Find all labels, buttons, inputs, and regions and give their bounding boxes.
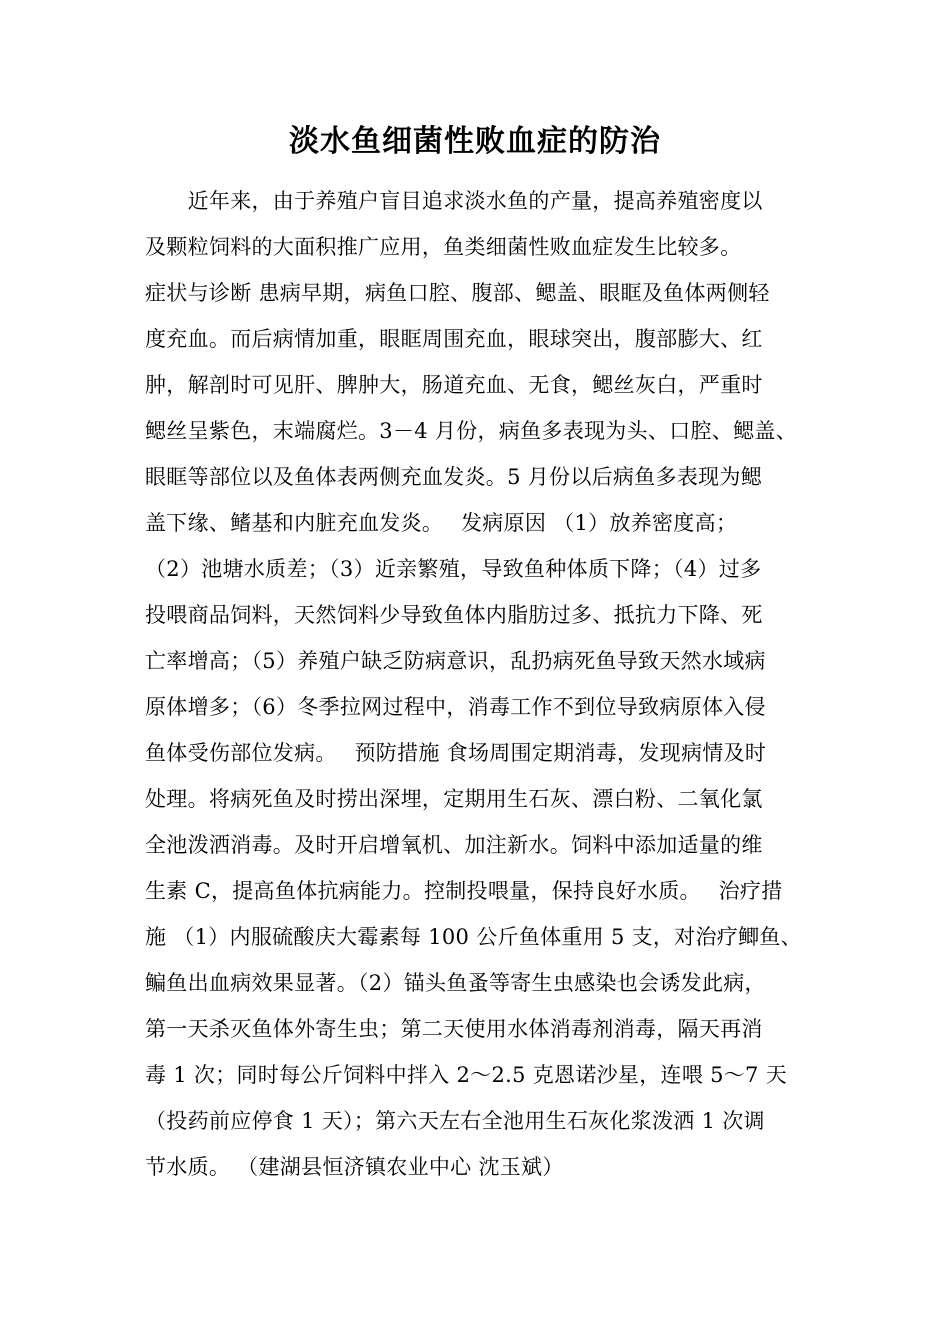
- text-line: 肿，解剖时可见肝、脾肿大，肠道充血、无食，鳃丝灰白，严重时: [145, 373, 763, 397]
- article-body: [145, 178, 810, 1190]
- text-line: 度充血。而后病情加重，眼眶周围充血，眼球突出，腹部膨大、红: [145, 327, 763, 351]
- text-line: 节水质。 （建湖县恒济镇农业中心 沈玉斌）: [145, 1155, 564, 1179]
- text-line: 鳃丝呈紫色，末端腐烂。3－4 月份，病鱼多表现为头、口腔、鳃盖、: [145, 419, 797, 443]
- document-title: 淡水鱼细菌性败血症的防治: [289, 124, 661, 159]
- text-line: （投药前应停食 1 天）；第六天左右全池用生石灰化浆泼洒 1 次调: [145, 1109, 765, 1133]
- text-line: 投喂商品饲料，天然饲料少导致鱼体内脂肪过多、抵抗力下降、死: [145, 603, 763, 627]
- text-line: 施 （1）内服硫酸庆大霉素每 100 公斤鱼体重用 5 支，对治疗鲫鱼、: [145, 925, 802, 949]
- text-line: 生素 C，提高鱼体抗病能力。控制投喂量，保持良好水质。 治疗措: [145, 879, 783, 903]
- text-line: 症状与诊断 患病早期，病鱼口腔、腹部、鳃盖、眼眶及鱼体两侧轻: [145, 281, 770, 305]
- text-line: 盖下缘、鳍基和内脏充血发炎。 发病原因 （1）放养密度高；: [145, 511, 738, 535]
- text-line: 亡率增高；（5）养殖户缺乏防病意识，乱扔病死鱼导致天然水域病: [145, 649, 766, 673]
- text-line: 原体增多；（6）冬季拉网过程中，消毒工作不到位导致病原体入侵: [145, 695, 766, 719]
- text-line: 第一天杀灭鱼体外寄生虫；第二天使用水体消毒剂消毒，隔天再消: [145, 1017, 763, 1041]
- text-line: 毒 1 次；同时每公斤饲料中拌入 2～2.5 克恩诺沙星，连喂 5～7 天: [145, 1063, 787, 1087]
- text-line: 处理。将病死鱼及时捞出深埋，定期用生石灰、漂白粉、二氧化氯: [145, 787, 763, 811]
- text-line: 近年来，由于养殖户盲目追求淡水鱼的产量，提高养殖密度以: [145, 189, 763, 213]
- text-line: 眼眶等部位以及鱼体表两侧充血发炎。5 月份以后病鱼多表现为鳃: [145, 465, 763, 489]
- text-line: 鳊鱼出血病效果显著。（2）锚头鱼蚤等寄生虫感染也会诱发此病，: [145, 971, 766, 995]
- text-line: 全池泼洒消毒。及时开启增氧机、加注新水。饲料中添加适量的维: [145, 833, 763, 857]
- text-line: （2）池塘水质差；（3）近亲繁殖，导致鱼种体质下降；（4）过多: [145, 557, 762, 581]
- text-line: 及颗粒饲料的大面积推广应用，鱼类细菌性败血症发生比较多。: [145, 235, 742, 259]
- text-line: 鱼体受伤部位发病。 预防措施 食场周围定期消毒，发现病情及时: [145, 741, 767, 765]
